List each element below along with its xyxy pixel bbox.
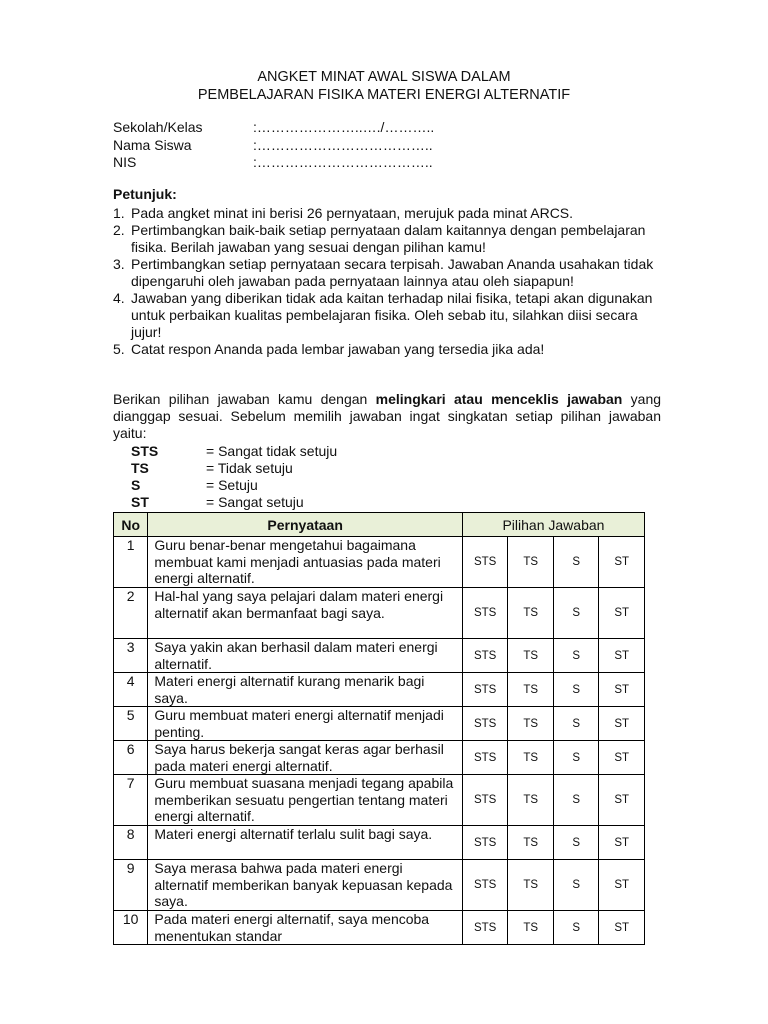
row-number: 4 xyxy=(114,673,148,707)
answer-option-st[interactable]: ST xyxy=(599,826,645,860)
answer-option-ts[interactable]: TS xyxy=(508,911,554,945)
table-row xyxy=(114,588,645,639)
table-row xyxy=(114,639,645,673)
row-number: 8 xyxy=(114,826,148,860)
instruction-number: 3. xyxy=(113,256,125,272)
instruction-text: Jawaban yang diberikan tidak ada kaitan terhadap nilai fisika, tetapi akan digunakan untuk perbaikan kualitas pembelajaran fisika. Oleh sebab itu, silahkan diisi secara jujur! xyxy=(131,290,653,340)
identity-block xyxy=(113,119,434,172)
legend-row xyxy=(131,460,337,477)
identity-label: Nama Siswa xyxy=(113,136,192,153)
table-body xyxy=(114,537,645,945)
instruction-item xyxy=(113,222,661,256)
instruction-number: 5. xyxy=(113,341,125,357)
table-row xyxy=(114,673,645,707)
answer-option-s[interactable]: S xyxy=(553,639,599,673)
legend-meaning: = Sangat tidak setuju xyxy=(206,443,338,459)
document-title-line-2: PEMBELAJARAN FISIKA MATERI ENERGI ALTERNATIF xyxy=(197,87,571,103)
header-choices: Pilihan Jawaban xyxy=(462,513,644,537)
identity-row-name xyxy=(113,137,434,155)
answer-option-sts[interactable]: STS xyxy=(462,860,508,911)
row-statement: Guru membuat suasana menjadi tegang apabila memberikan sesuatu pengertian tentang materi energi alternatif. xyxy=(148,775,463,826)
answer-option-st[interactable]: ST xyxy=(599,588,645,639)
answer-option-ts[interactable]: TS xyxy=(508,741,554,775)
answer-option-s[interactable]: S xyxy=(553,860,599,911)
answer-option-ts[interactable]: TS xyxy=(508,707,554,741)
answer-option-sts[interactable]: STS xyxy=(462,537,508,588)
answer-option-sts[interactable]: STS xyxy=(462,911,508,945)
row-number: 10 xyxy=(114,911,148,945)
table-row xyxy=(114,707,645,741)
answer-option-s[interactable]: S xyxy=(553,741,599,775)
answer-instruction-paragraph xyxy=(113,391,661,442)
row-statement: Materi energi alternatif terlalu sulit bagi saya. xyxy=(148,826,463,860)
identity-label: NIS xyxy=(113,154,137,170)
instruction-number: 2. xyxy=(113,222,125,238)
legend-row xyxy=(131,477,337,494)
row-statement: Guru benar-benar mengetahui bagaimana membuat kami menjadi antuasias pada materi energi alternatif. xyxy=(148,537,463,588)
instruction-text: Catat respon Ananda pada lembar jawaban yang tersedia jika ada! xyxy=(131,341,545,357)
document-title-line-1: ANGKET MINAT AWAL SISWA DALAM xyxy=(257,69,511,85)
row-statement: Saya yakin akan berhasil dalam materi energi alternatif. xyxy=(148,639,463,673)
row-statement: Saya harus bekerja sangat keras agar berhasil pada materi energi alternatif. xyxy=(148,741,463,775)
table-header-row xyxy=(114,513,645,537)
answer-option-st[interactable]: ST xyxy=(599,911,645,945)
answer-option-ts[interactable]: TS xyxy=(508,826,554,860)
intro-text-after: yang dianggap sesuai. Sebelum memilih jawaban ingat singkatan setiap pilihan jawaban yaitu: xyxy=(113,391,662,441)
answer-option-sts[interactable]: STS xyxy=(462,588,508,639)
legend-code: S xyxy=(131,477,141,493)
answer-option-s[interactable]: S xyxy=(553,707,599,741)
row-statement: Hal-hal yang saya pelajari dalam materi energi alternatif akan bermanfaat bagi saya. xyxy=(148,588,463,639)
instruction-item xyxy=(113,290,661,341)
row-statement: Guru membuat materi energi alternatif menjadi penting. xyxy=(148,707,463,741)
answer-legend xyxy=(131,443,337,511)
instruction-item xyxy=(113,256,661,290)
legend-code: ST xyxy=(131,494,149,510)
instructions-list xyxy=(113,205,661,358)
answer-option-ts[interactable]: TS xyxy=(508,775,554,826)
answer-option-ts[interactable]: TS xyxy=(508,588,554,639)
legend-code: STS xyxy=(131,443,159,459)
identity-label: Sekolah/Kelas xyxy=(113,119,203,135)
row-statement: Saya merasa bahwa pada materi energi alternatif memberikan banyak kepuasan kepada saya. xyxy=(148,860,463,911)
row-statement: Materi energi alternatif kurang menarik bagi saya. xyxy=(148,673,463,707)
answer-option-s[interactable]: S xyxy=(553,775,599,826)
instruction-text: Pertimbangkan setiap pernyataan secara terpisah. Jawaban Ananda usahakan tidak dipengaruhi oleh jawaban pada pernyataan lainnya atau oleh siapapun! xyxy=(131,256,654,289)
answer-option-s[interactable]: S xyxy=(553,911,599,945)
legend-meaning: = Setuju xyxy=(206,477,258,493)
instruction-text: Pada angket minat ini berisi 26 pernyataan, merujuk pada minat ARCS. xyxy=(131,205,574,221)
answer-option-s[interactable]: S xyxy=(553,537,599,588)
table-row xyxy=(114,537,645,588)
answer-option-ts[interactable]: TS xyxy=(508,639,554,673)
answer-option-sts[interactable]: STS xyxy=(462,673,508,707)
row-number: 5 xyxy=(114,707,148,741)
legend-row xyxy=(131,443,337,460)
answer-option-st[interactable]: ST xyxy=(599,639,645,673)
answer-option-ts[interactable]: TS xyxy=(508,860,554,911)
row-number: 6 xyxy=(114,741,148,775)
identity-blank[interactable]: :……………………………….. xyxy=(253,154,433,170)
answer-option-sts[interactable]: STS xyxy=(462,826,508,860)
instruction-text: Pertimbangkan baik-baik setiap pernyataan dalam kaitannya dengan pembelajaran fisika. Berilah jawaban yang sesuai dengan pilihan kamu! xyxy=(131,222,646,255)
instruction-item xyxy=(113,205,661,222)
table-row xyxy=(114,826,645,860)
header-no: No xyxy=(114,513,148,537)
answer-option-ts[interactable]: TS xyxy=(508,673,554,707)
row-number: 9 xyxy=(114,860,148,911)
answer-option-st[interactable]: ST xyxy=(599,775,645,826)
identity-row-nis xyxy=(113,154,434,172)
legend-meaning: = Sangat setuju xyxy=(206,494,304,510)
row-number: 7 xyxy=(114,775,148,826)
intro-text-before: Berikan pilihan jawaban kamu dengan xyxy=(113,391,376,407)
instruction-number: 4. xyxy=(113,290,125,306)
legend-code: TS xyxy=(131,460,149,476)
answer-option-st[interactable]: ST xyxy=(599,741,645,775)
row-number: 3 xyxy=(114,639,148,673)
answer-option-st[interactable]: ST xyxy=(599,860,645,911)
identity-blank[interactable]: :……………………………….. xyxy=(253,136,433,153)
intro-text-bold: melingkari atau menceklis jawaban xyxy=(375,391,623,407)
identity-row-school xyxy=(113,119,434,137)
instruction-number: 1. xyxy=(113,205,125,221)
answer-option-sts[interactable]: STS xyxy=(462,639,508,673)
answer-option-st[interactable]: ST xyxy=(599,537,645,588)
instruction-item xyxy=(113,341,661,358)
questionnaire-table xyxy=(113,512,645,945)
legend-meaning: = Tidak setuju xyxy=(206,460,293,476)
answer-option-sts[interactable]: STS xyxy=(462,741,508,775)
answer-option-s[interactable]: S xyxy=(553,826,599,860)
header-statement: Pernyataan xyxy=(148,513,463,537)
answer-option-sts[interactable]: STS xyxy=(462,775,508,826)
answer-option-st[interactable]: ST xyxy=(599,673,645,707)
row-number: 2 xyxy=(114,588,148,639)
answer-option-sts[interactable]: STS xyxy=(462,707,508,741)
legend-row xyxy=(131,494,337,511)
table-row xyxy=(114,911,645,945)
answer-option-ts[interactable]: TS xyxy=(508,537,554,588)
answer-option-s[interactable]: S xyxy=(553,673,599,707)
table-row xyxy=(114,775,645,826)
row-number: 1 xyxy=(114,537,148,588)
table-row xyxy=(114,860,645,911)
table-row xyxy=(114,741,645,775)
answer-option-st[interactable]: ST xyxy=(599,707,645,741)
identity-blank[interactable]: :…………………..…./……….. xyxy=(253,119,435,135)
answer-option-s[interactable]: S xyxy=(553,588,599,639)
row-statement: Pada materi energi alternatif, saya mencoba menentukan standar xyxy=(148,911,463,945)
instructions-heading: Petunjuk: xyxy=(113,186,177,202)
